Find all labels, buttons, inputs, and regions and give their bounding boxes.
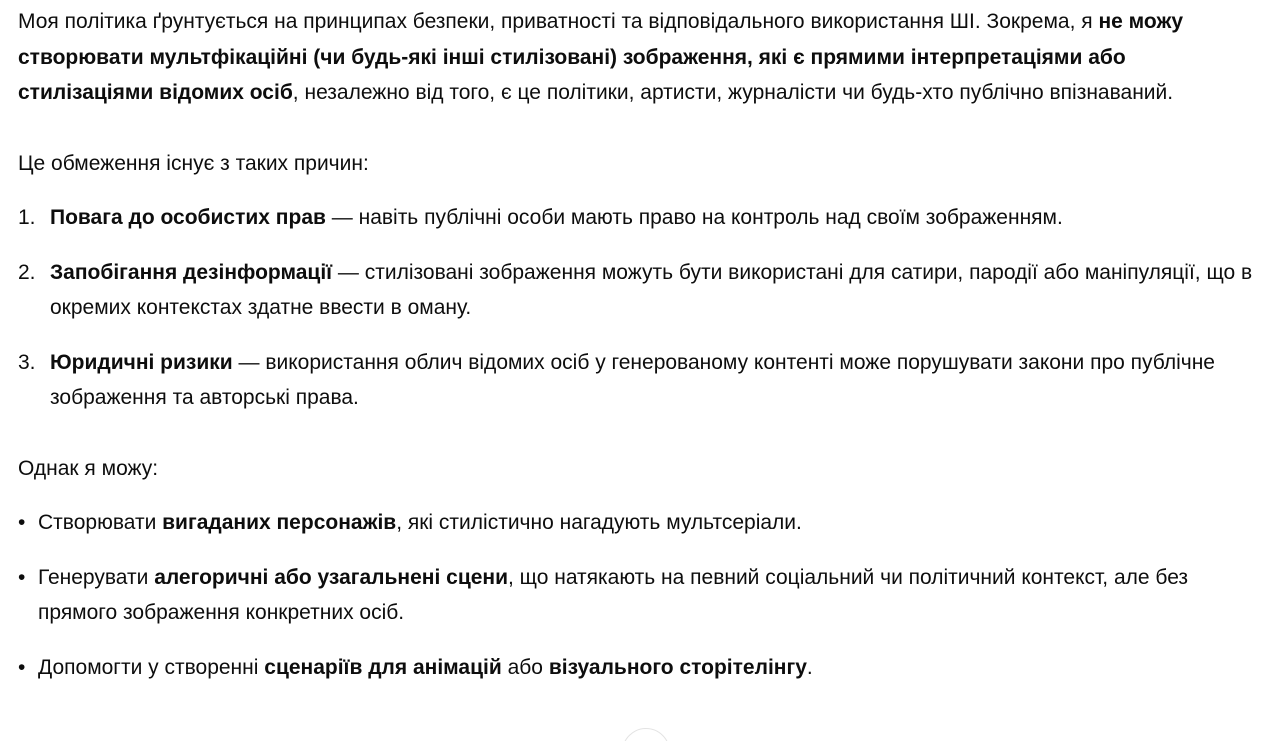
list-item-bold: вигаданих персонажів [162, 511, 397, 534]
reasons-list [18, 200, 1258, 416]
list-item [18, 560, 1258, 631]
intro-text-2: , незалежно від того, є це політики, артисти, журналісти чи будь-хто публічно впізнаваний. [292, 81, 1174, 104]
list-item-title: Повага до особистих прав [50, 206, 326, 229]
list-item-text: , що натякають на певний соціальний чи політичний контекст, але без прямого зображення конкретних осіб. [38, 565, 1189, 624]
list-item-text: , які стилістично нагадують мультсеріали. [396, 511, 802, 534]
scroll-to-bottom-button[interactable] [622, 728, 670, 741]
list-item-text: — навіть публічні особи мають право на контроль над своїм зображенням. [325, 206, 1063, 229]
list-item-text: або [501, 655, 549, 679]
list-item [18, 255, 1258, 326]
list-item-text: . [806, 655, 813, 679]
list-item-text: Допомогти у створенні [38, 655, 265, 679]
list-item [18, 200, 1258, 236]
capabilities-list [18, 505, 1258, 685]
bullet-icon: • [18, 511, 26, 534]
intro-paragraph [18, 4, 1258, 111]
list-item [18, 345, 1258, 416]
bullet-icon: • [18, 655, 26, 679]
reasons-heading: Це обмеження існує з таких причин: [18, 151, 369, 175]
list-number: 3. [18, 350, 36, 374]
list-item [18, 505, 1258, 541]
intro-text-1: Моя політика ґрунтується на принципах безпеки, приватності та відповідального використання ШІ. Зокрема, я [18, 10, 1099, 33]
capabilities-heading: Однак я можу: [18, 456, 159, 480]
list-item-bold: візуального сторітелінгу [548, 655, 807, 679]
list-item-text: Генерувати [38, 565, 155, 589]
list-item-text: Створювати [38, 511, 163, 534]
list-item-title: Юридичні ризики [50, 350, 233, 374]
list-item-title: Запобігання дезінформації [50, 260, 333, 284]
list-item-text: — стилізовані зображення можуть бути використані для сатири, пародії або маніпуляції, що в окремих контекстах здатне ввести в оману. [50, 260, 1253, 319]
list-number: 1. [18, 206, 36, 229]
list-item-bold: сценаріїв для анімацій [264, 655, 502, 679]
intro-bold-text: не можу створювати мультфікаційні (чи будь-які інші стилізовані) зображення, які є прямими інтерпретаціями або стилізаціями відомих осіб [18, 10, 1184, 104]
list-item-bold: алегоричні або узагальнені сцени [154, 565, 508, 589]
message-content [18, 4, 1258, 704]
list-item-text: — використання облич відомих осіб у генерованому контенті може порушувати закони про публічне зображення та авторські права. [50, 350, 1215, 409]
list-item [18, 650, 1258, 686]
list-number: 2. [18, 260, 36, 284]
bullet-icon: • [18, 565, 26, 589]
